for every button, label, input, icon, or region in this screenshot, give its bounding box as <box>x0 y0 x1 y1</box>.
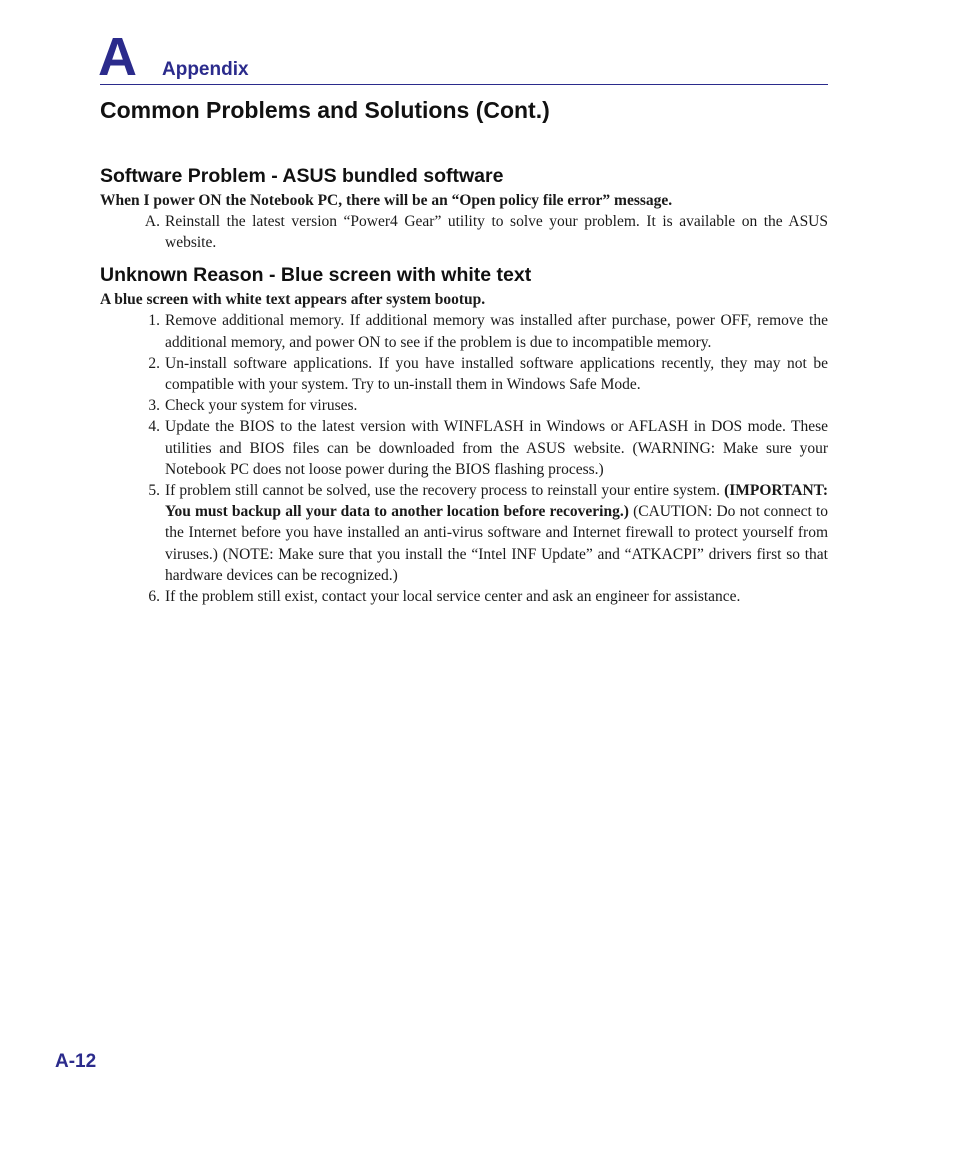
list-item <box>100 416 828 480</box>
header-divider <box>100 84 828 85</box>
list-item <box>100 310 828 352</box>
list-item-text: If problem still cannot be solved, use the recovery process to reinstall your entire system. <box>165 482 725 500</box>
section-heading: Unknown Reason - Blue screen with white text <box>100 264 532 287</box>
list-marker: 4. <box>148 418 160 436</box>
list-item <box>100 353 828 395</box>
list-item-text: Remove additional memory. If additional memory was installed after purchase, power OFF, remove the additional memory, and power ON to see if the problem is due to incompatible memory. <box>165 312 828 351</box>
list-marker: 2. <box>148 354 160 372</box>
list-item-text: Update the BIOS to the latest version with WINFLASH in Windows or AFLASH in DOS mode. These utilities and BIOS files can be downloaded from the ASUS website. (WARNING: Make sure your Notebook PC does not loose power during the BIOS flashing process.) <box>165 418 828 478</box>
section-heading: Software Problem - ASUS bundled software <box>100 165 504 187</box>
page-content <box>100 162 828 607</box>
important-note: (IMPORTANT: You must backup all your data to another location before recovering.) <box>165 482 828 521</box>
list-marker: 1. <box>148 312 160 330</box>
solution-list <box>100 310 828 607</box>
section-unknown-reason <box>100 261 828 607</box>
problem-statement: When I power ON the Notebook PC, there will be an “Open policy file error” message. <box>100 192 673 209</box>
list-marker: 5. <box>148 482 160 500</box>
section-software-problem <box>100 162 828 253</box>
list-item-text: Reinstall the latest version “Power4 Gear” utility to solve your problem. It is available on the ASUS website. <box>165 213 828 252</box>
list-item <box>100 395 828 416</box>
appendix-letter: A <box>98 27 137 87</box>
appendix-label: Appendix <box>162 59 249 80</box>
solution-list <box>100 211 828 253</box>
list-item <box>100 480 828 586</box>
list-marker: 6. <box>148 588 160 606</box>
list-item <box>100 211 828 253</box>
problem-statement: A blue screen with white text appears after system bootup. <box>100 291 486 309</box>
list-marker: 3. <box>148 397 160 415</box>
page-title: Common Problems and Solutions (Cont.) <box>100 97 550 123</box>
list-item <box>100 586 828 607</box>
page-number: A-12 <box>55 1051 97 1072</box>
list-item-text: (CAUTION: Do not connect to the Internet before you have installed an anti-virus software and Internet firewall to protect yourself from viruses.) (NOTE: Make sure that you install the “Intel INF Update” and “ATKACPI” drivers first so that hardware devices can be recognized.) <box>165 503 828 584</box>
list-item-text: If the problem still exist, contact your local service center and ask an engineer for assistance. <box>165 588 741 606</box>
list-marker: A. <box>144 213 160 230</box>
list-item-text: Un-install software applications. If you have installed software applications recently, they may not be compatible with your system. Try to un-install them in Windows Safe Mode. <box>165 354 828 394</box>
list-item-text: Check your system for viruses. <box>165 397 358 415</box>
